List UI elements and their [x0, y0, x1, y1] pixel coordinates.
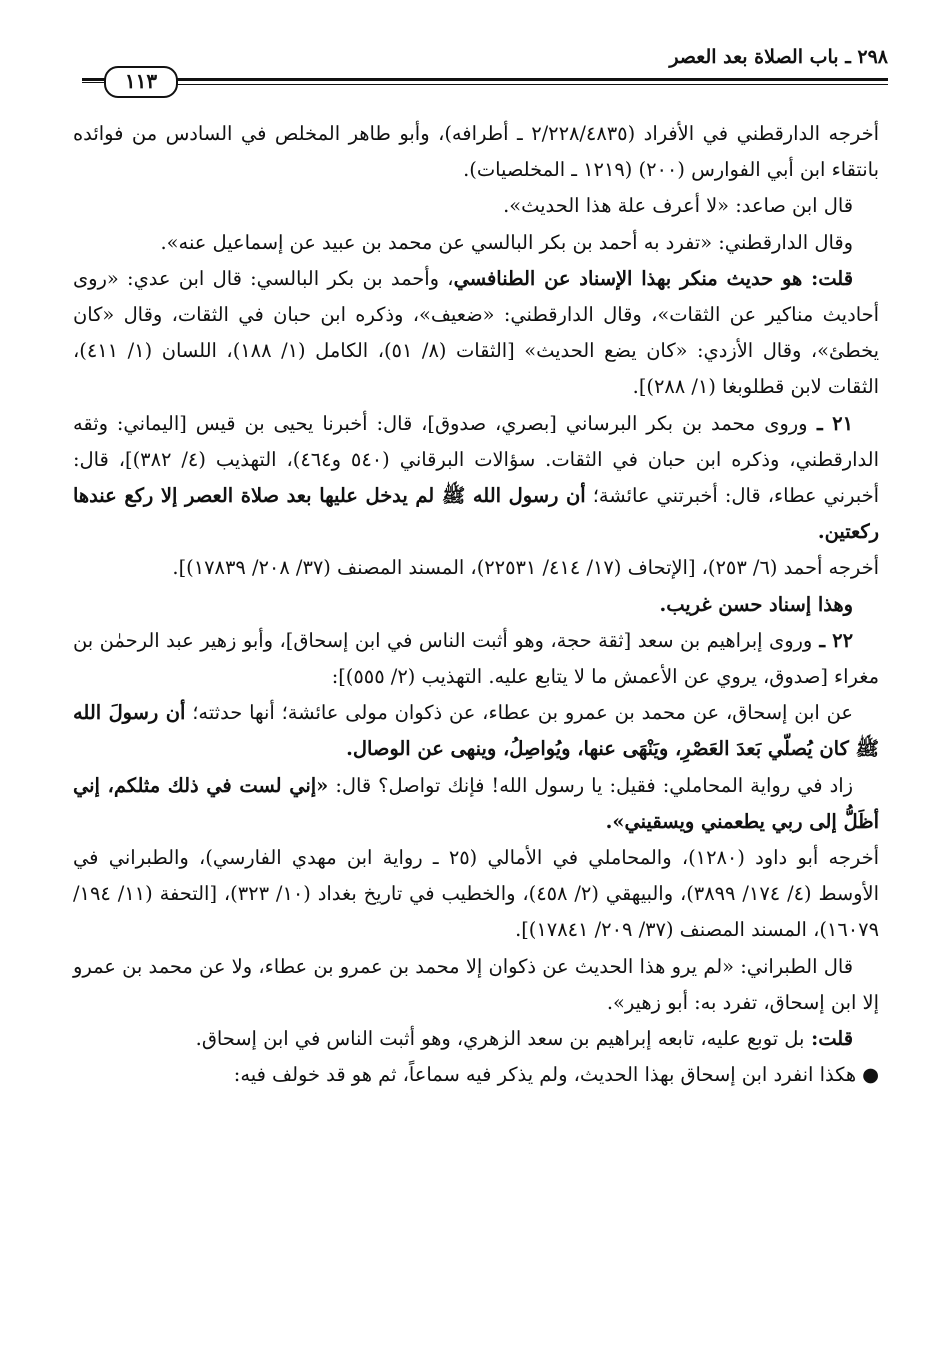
bold-text-segment: أن رسول الله ﷺ لم يدخل عليها بعد صلاة العصر إلا ركع عندها ركعتين.	[73, 484, 879, 544]
text-segment: وقال الدارقطني: «تفرد به أحمد بن بكر البالسي عن محمد بن عبيد عن إسماعيل عنه».	[160, 230, 853, 254]
paragraph-p13	[73, 1021, 879, 1057]
bold-text-segment: وهذا إسناد حسن غريب.	[659, 592, 853, 616]
paragraph-p4	[73, 261, 879, 406]
paragraph-p1	[73, 116, 879, 188]
text-segment: وروى إبراهيم بن سعد [ثقة حجة، وهو أثبت الناس في ابن إسحاق]، وأبو زهير عبد الرحمٰن بن مغراء [صدوق، يروي عن الأعمش ما لا يتابع عليه. التهذيب (٢/ ٥٥٥)]:	[73, 628, 879, 689]
bold-text-segment: «إني لست في ذلك مثلكم، إني أظَلُّ إلى ربي يطعمني ويسقيني».	[73, 773, 879, 833]
text-segment: هكذا انفرد ابن إسحاق بهذا الحديث، ولم يذكر فيه سماعاً، ثم هو قد خولف فيه:	[233, 1063, 857, 1087]
text-segment: عن ابن إسحاق، عن محمد بن عمرو بن عطاء، عن ذكوان مولى عائشة؛ أنها حدثته؛	[185, 701, 853, 725]
page-header	[82, 40, 888, 100]
bold-text-segment: قلت:	[804, 1027, 853, 1051]
bold-text-segment: ٢١ ـ	[807, 411, 853, 435]
paragraph-p5	[73, 406, 879, 551]
paragraph-p14	[73, 1057, 879, 1093]
text-segment: وروى محمد بن بكر البرساني [بصري، صدوق]، قال: أخبرنا يحيى بن قيس [اليماني: وثقه الدارقطني، وذكره ابن حبان في الثقات. سؤالات البرقاني (٥٤٠ و٤٦٤)، التهذيب (٤/ ٣٨٢)]، قال: أخبرني عطاء، قال: أخبرتني عائشة؛	[73, 411, 879, 508]
paragraph-p9	[73, 695, 879, 767]
badge-ornament-line	[82, 80, 104, 83]
text-segment: أخرجه أبو داود (١٢٨٠)، والمحاملي في الأمالي (٢٥ ـ رواية ابن مهدي الفارسي)، والطبراني في الأوسط (٤/ ١٧٤/ ٣٨٩٩)، والبيهقي (٢/ ٤٥٨)، والخطيب في تاريخ بغداد (١٠/ ٣٢٣)، [التحفة (١١/ ١٩٤/ ١٦٠٧٩)، المسند المصنف (٣٧/ ٢٠٩/ ١٧٨٤١)].	[73, 846, 879, 942]
bullet-icon: ●	[862, 1063, 879, 1087]
page-number-badge: ١١٣	[104, 66, 178, 98]
paragraph-p11	[73, 840, 879, 949]
bold-text-segment: قلت: هو حديث منكر بهذا الإسناد عن الطنافسي	[453, 266, 853, 290]
header-rule-thin	[167, 84, 888, 85]
bold-text-segment: أن رسولَ الله ﷺ كان يُصلّي بَعدَ العَصْرِ، ويَنْهَى عنها، ويُواصِلُ، وينهى عن الوصال.	[73, 701, 879, 761]
chapter-title: ٢٩٨ ـ باب الصلاة بعد العصر	[669, 46, 888, 68]
text-segment: بل توبع عليه، تابعه إبراهيم بن سعد الزهري، وهو أثبت الناس في ابن إسحاق.	[195, 1027, 805, 1051]
text-segment: قال الطبراني: «لم يرو هذا الحديث عن ذكوان إلا محمد بن عمرو بن عطاء، ولا عن محمد بن عمرو إلا ابن إسحاق، تفرد به: أبو زهير».	[73, 954, 879, 1014]
text-segment: قال ابن صاعد: «لا أعرف علة هذا الحديث».	[503, 194, 853, 218]
paragraph-p3	[73, 225, 879, 261]
bold-text-segment: ٢٢ ـ	[812, 628, 853, 652]
header-rule	[82, 78, 888, 81]
paragraph-p12	[73, 949, 879, 1021]
text-segment: أخرجه الدارقطني في الأفراد (٢/٢٢٨/٤٨٣٥ ـ أطرافه)، وأبو طاهر المخلص في السادس من فوائده بانتقاء ابن أبي الفوارس (٢٠٠) (١٢١٩ ـ المخلصيات).	[73, 122, 879, 182]
paragraph-p8	[73, 623, 879, 695]
text-segment: زاد في رواية المحاملي: فقيل: يا رسول الله! فإنك تواصل؟ قال:	[328, 773, 853, 797]
paragraph-p6	[73, 550, 879, 586]
paragraph-p7	[73, 587, 879, 623]
paragraph-p2	[73, 188, 879, 224]
paragraph-p10	[73, 768, 879, 840]
text-segment: أخرجه أحمد (٦/ ٢٥٣)، [الإتحاف (١٧/ ٤١٤/ ٢٢٥٣١)، المسند المصنف (٣٧/ ٢٠٨/ ١٧٨٣٩)].	[172, 556, 879, 580]
page-body	[73, 116, 879, 1093]
text-segment: ، وأحمد بن بكر البالسي: قال ابن عدي: «روى أحاديث مناكير عن الثقات»، وقال الدارقطني: «ضعيف»، وذكره ابن حبان في الثقات، وقال «كان يخطئ»، وقال الأزدي: «كان يضع الحديث» [الثقات (٨/ ٥١)، الكامل (١/ ١٨٨)، اللسان (١/ ٤١١)، الثقات لابن قطلوبغا (١/ ٢٨٨)].	[73, 266, 879, 399]
